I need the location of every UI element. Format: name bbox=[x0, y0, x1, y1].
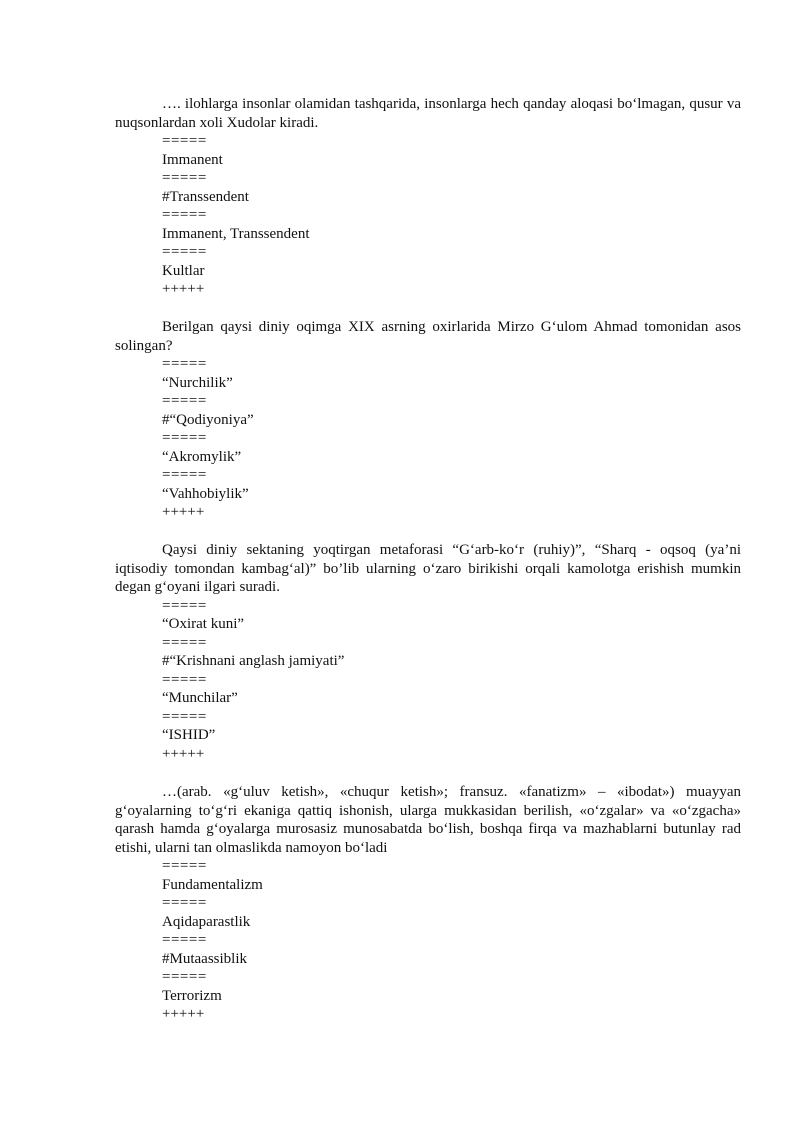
option-separator: ===== bbox=[162, 597, 207, 614]
answer-option: Immanent bbox=[162, 151, 223, 168]
question-block bbox=[115, 95, 741, 299]
question-text: Berilgan qaysi diniy oqimga XIX asrning oxirlarida Mirzo G‘ulom Ahmad tomonidan asos solingan? bbox=[115, 319, 741, 354]
option-separator: ===== bbox=[162, 467, 207, 483]
question-block bbox=[115, 318, 741, 522]
option-separator: ===== bbox=[162, 393, 207, 409]
answer-option: #Transsendent bbox=[162, 188, 249, 205]
option-separator: ===== bbox=[162, 207, 207, 223]
option-separator: ===== bbox=[162, 170, 207, 186]
answer-option: “Vahhobiylik” bbox=[162, 485, 249, 502]
question-text: Qaysi diniy sektaning yoqtirgan metaforasi “G‘arb-ko‘r (ruhiy)”, “Sharq - oqsoq (ya’ni iqtisodiy tomondan kambag‘al)” bo’lib ularning o‘zaro birikishi orqali kamolotga erishish mumkin degan g‘oyani ilgari suradi. bbox=[115, 542, 741, 595]
question-text: …(arab. «g‘uluv ketish», «chuqur ketish»; fransuz. «fanatizm» – «ibodat») muayyan g‘oyalarning to‘g‘ri ekaniga qattiq ishonish, ularga mukkasidan berilish, «o‘zgalar» va «o‘zgacha» qarash hamda g‘oyalarga murosasiz munosabatda bo‘lish, boshqa firqa va mazhablarni butunlay rad etishi, ularni tan olmaslikda namoyon bo‘ladi bbox=[115, 784, 741, 856]
question-block bbox=[115, 783, 741, 1024]
answer-option: Aqidaparastlik bbox=[162, 913, 251, 930]
answer-option: Fundamentalizm bbox=[162, 876, 263, 893]
answer-option: #“Krishnani anglash jamiyati” bbox=[162, 653, 345, 669]
option-separator: ===== bbox=[162, 671, 207, 688]
option-separator: ===== bbox=[162, 430, 207, 446]
option-separator: ===== bbox=[162, 708, 207, 725]
option-separator: ===== bbox=[162, 932, 207, 948]
question-end-marker: +++++ bbox=[162, 504, 205, 520]
question-end-marker: +++++ bbox=[162, 1006, 205, 1022]
option-separator: ===== bbox=[162, 895, 207, 911]
option-separator: ===== bbox=[162, 858, 207, 874]
option-separator: ===== bbox=[162, 133, 207, 149]
answer-option: “Munchilar” bbox=[162, 690, 238, 706]
answer-option: Kultlar bbox=[162, 262, 205, 279]
option-separator: ===== bbox=[162, 969, 207, 985]
answer-option: “Oxirat kuni” bbox=[162, 616, 245, 632]
answer-option: Immanent, Transsendent bbox=[162, 225, 310, 242]
question-end-marker: +++++ bbox=[162, 281, 205, 297]
question-end-marker: +++++ bbox=[162, 745, 205, 762]
option-separator: ===== bbox=[162, 244, 207, 260]
answer-option: #Mutaassiblik bbox=[162, 950, 247, 967]
answer-option: “Nurchilik” bbox=[162, 374, 233, 391]
question-block bbox=[115, 541, 741, 763]
option-separator: ===== bbox=[162, 356, 207, 372]
answer-option: “Akromylik” bbox=[162, 448, 242, 465]
answer-option: #“Qodiyoniya” bbox=[162, 411, 254, 428]
option-separator: ===== bbox=[162, 634, 207, 651]
question-text: …. ilohlarga insonlar olamidan tashqarida, insonlarga hech qanday aloqasi bo‘lmagan, qusur va nuqsonlardan xoli Xudolar kiradi. bbox=[115, 96, 741, 131]
answer-option: Terrorizm bbox=[162, 987, 222, 1004]
answer-option: “ISHID” bbox=[162, 727, 216, 743]
